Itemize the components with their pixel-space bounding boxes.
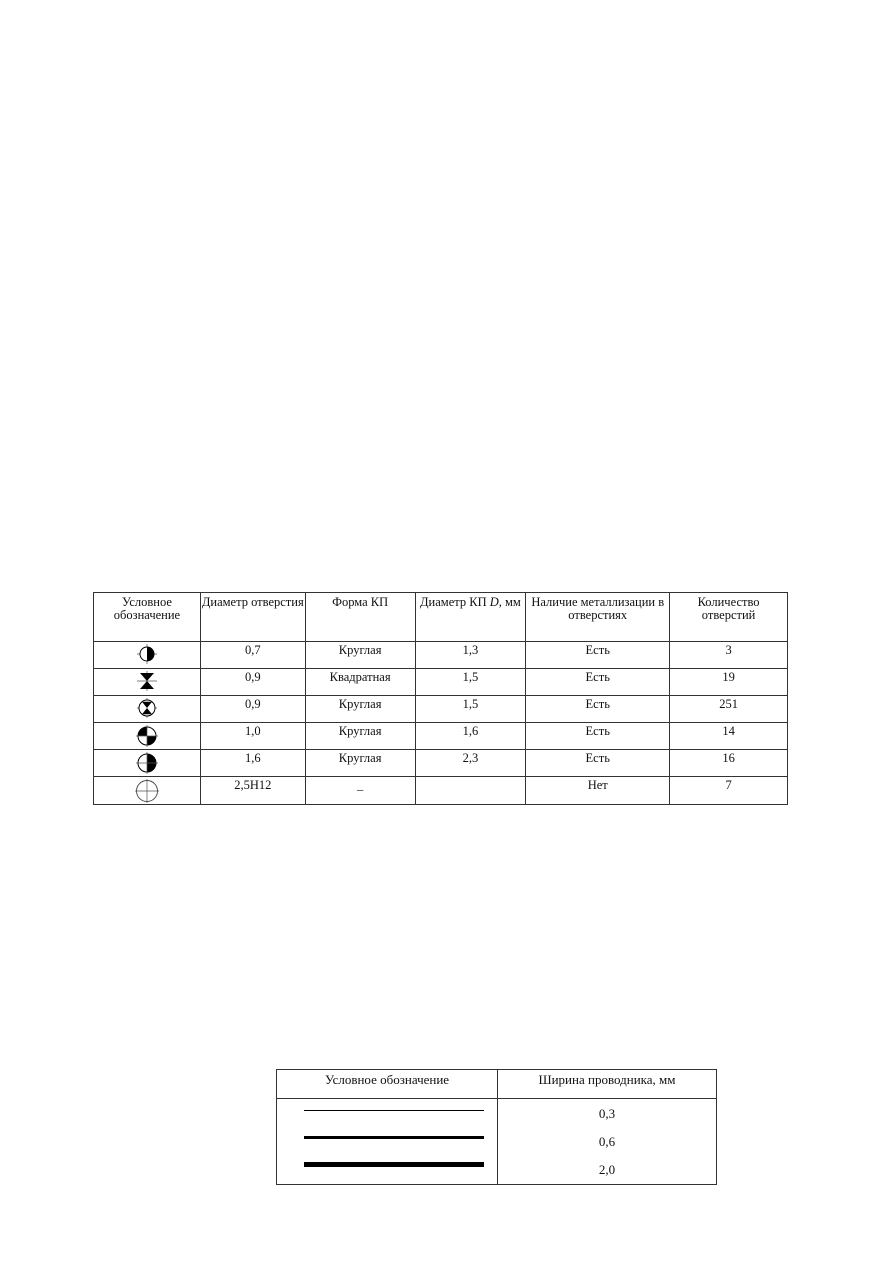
header-hole-diameter: Диаметр отверстия xyxy=(200,593,305,642)
conductor-width-value: 0,3 xyxy=(598,1106,616,1121)
header-symbol: Условное обозначение xyxy=(94,593,201,642)
table-row xyxy=(94,750,788,777)
cell-diameter: 0,7 xyxy=(200,642,305,669)
table-row xyxy=(94,669,788,696)
cell-pad-diameter: 1,5 xyxy=(415,696,526,723)
conductor-line-thick xyxy=(304,1162,484,1167)
table-row xyxy=(94,723,788,750)
conductor-lines-cell xyxy=(277,1099,498,1185)
cell-count: 3 xyxy=(670,642,788,669)
conductor-header-row xyxy=(277,1070,717,1099)
cell-diameter: 1,6 xyxy=(200,750,305,777)
header-pad-shape: Форма КП xyxy=(305,593,415,642)
conductor-line-medium xyxy=(304,1136,484,1139)
crosshair-circle-icon xyxy=(134,778,160,804)
cell-shape: Круглая xyxy=(305,723,415,750)
cell-shape: Квадратная xyxy=(305,669,415,696)
conductor-line-thin xyxy=(304,1110,484,1111)
conductor-width-value: 0,6 xyxy=(598,1134,616,1149)
header-conductor-width: Ширина проводника, мм xyxy=(498,1070,717,1099)
holes-table xyxy=(93,592,788,805)
cell-diameter: 1,0 xyxy=(200,723,305,750)
cell-pad-diameter: 1,6 xyxy=(415,723,526,750)
cell-plating: Есть xyxy=(526,669,670,696)
cell-plating: Есть xyxy=(526,723,670,750)
cell-count: 251 xyxy=(670,696,788,723)
header-conductor-symbol: Условное обозначение xyxy=(277,1070,498,1099)
bowtie-circle-icon xyxy=(136,697,158,719)
conductor-width-value: 2,0 xyxy=(598,1162,616,1177)
quarter-wedge-circle-icon xyxy=(135,751,159,775)
table-row xyxy=(94,642,788,669)
table-row xyxy=(94,696,788,723)
quartered-circle-icon xyxy=(135,724,159,748)
conductor-body-row xyxy=(277,1099,717,1185)
cell-shape: _ xyxy=(305,777,415,805)
half-filled-circle-icon xyxy=(136,643,158,665)
cell-shape: Круглая xyxy=(305,696,415,723)
cell-shape: Круглая xyxy=(305,642,415,669)
cell-plating: Есть xyxy=(526,750,670,777)
cell-diameter: 2,5Н12 xyxy=(200,777,305,805)
cell-shape: Круглая xyxy=(305,750,415,777)
cell-plating: Нет xyxy=(526,777,670,805)
hourglass-square-icon xyxy=(136,670,158,692)
cell-diameter: 0,9 xyxy=(200,669,305,696)
cell-count: 16 xyxy=(670,750,788,777)
holes-header-row xyxy=(94,593,788,642)
table-row xyxy=(94,777,788,805)
cell-count: 19 xyxy=(670,669,788,696)
cell-pad-diameter xyxy=(415,777,526,805)
cell-pad-diameter: 1,5 xyxy=(415,669,526,696)
conductor-width-table xyxy=(276,1069,717,1185)
cell-pad-diameter: 1,3 xyxy=(415,642,526,669)
cell-diameter: 0,9 xyxy=(200,696,305,723)
header-pad-diameter: Диаметр КП D, мм xyxy=(415,593,526,642)
cell-count: 14 xyxy=(670,723,788,750)
conductor-widths-cell xyxy=(498,1099,717,1185)
cell-count: 7 xyxy=(670,777,788,805)
cell-pad-diameter: 2,3 xyxy=(415,750,526,777)
cell-plating: Есть xyxy=(526,696,670,723)
cell-plating: Есть xyxy=(526,642,670,669)
header-count: Количество отверстий xyxy=(670,593,788,642)
header-plating: Наличие металлизации в отверстиях xyxy=(526,593,670,642)
